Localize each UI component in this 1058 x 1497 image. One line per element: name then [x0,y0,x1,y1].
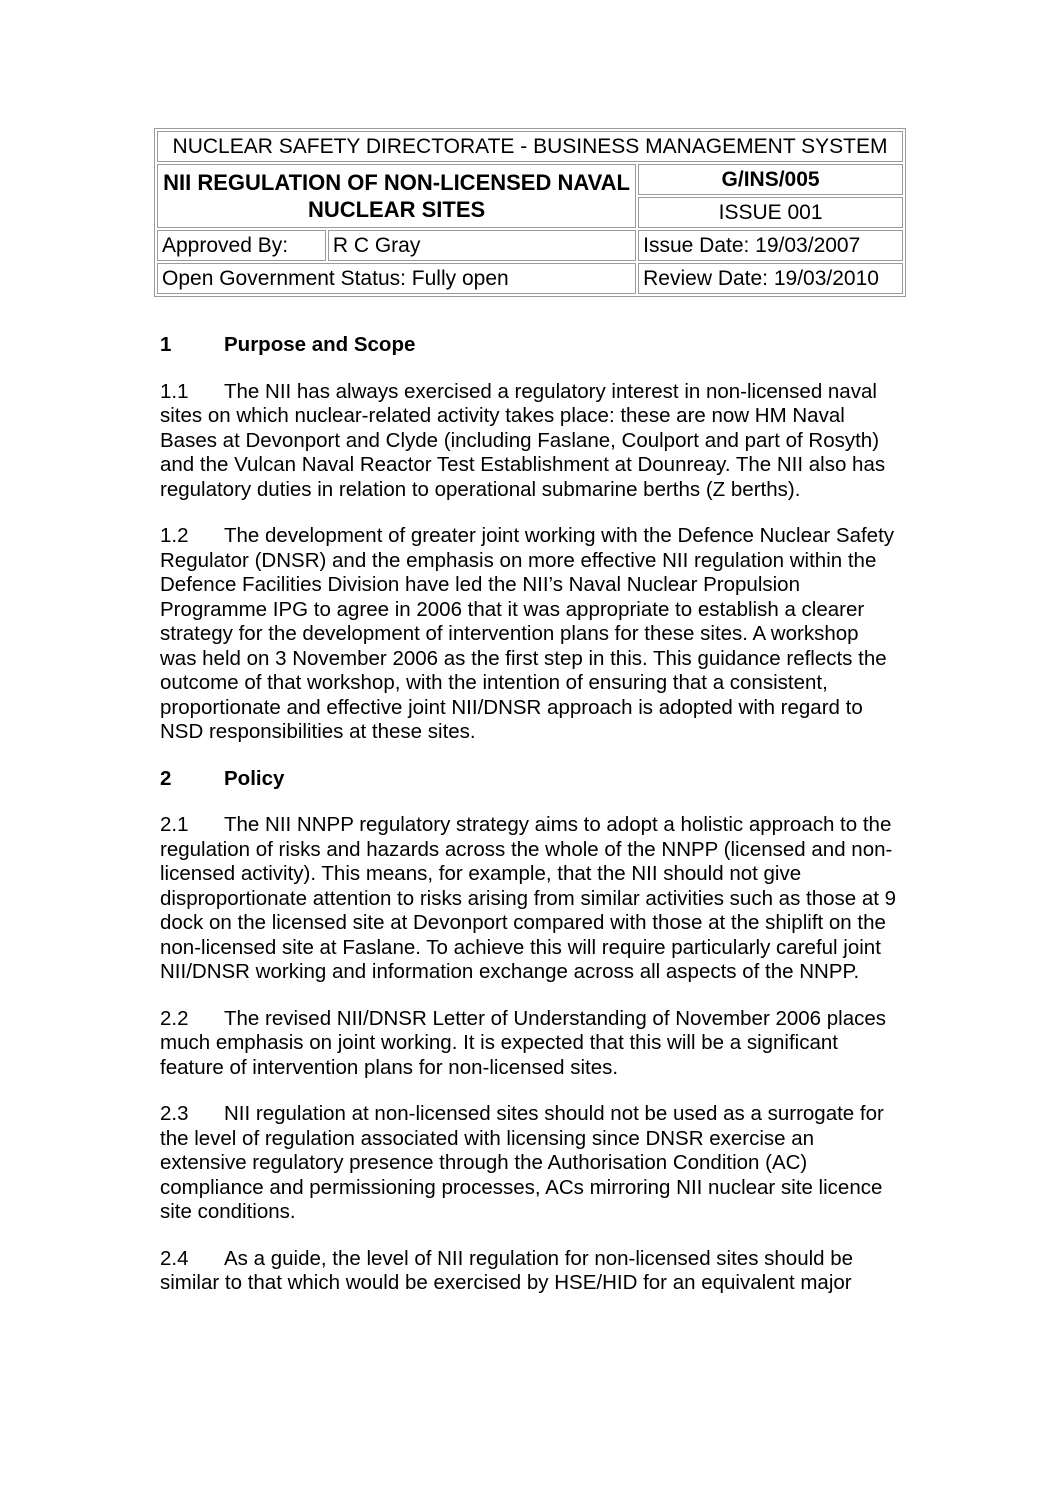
paragraph-2-3 [160,1102,900,1225]
paragraph-number: 2.2 [160,1006,189,1030]
document-reference: G/INS/005 [638,164,903,195]
issue-number: ISSUE 001 [638,197,903,228]
document-title: NII REGULATION OF NON-LICENSED NAVAL NUCLEAR SITES [157,164,636,228]
section-number: 2 [160,766,172,790]
paragraph-text: The NII NNPP regulatory strategy aims to adopt a holistic approach to the regulation of risks and hazards across the whole of the NNPP (licensed and non-licensed activity). This means, for example, that the NII should not give disproportionate attention to risks arising from similar activities such as those at 9 dock on the licensed site at Devonport compared with those at the shiplift on the non-licensed site at Faslane. To achieve this will require particularly careful joint NII/DNSR working and information exchange across all aspects of the NNPP. [160,813,897,983]
paragraph-1-2 [160,524,900,745]
approved-by-value: R C Gray [328,230,636,261]
paragraph-2-4 [160,1247,900,1296]
paragraph-text: The NII has always exercised a regulatory interest in non-licensed naval sites on which nuclear-related activity takes place: these are now HM Naval Bases at Devonport and Clyde (including Faslane, Coulport and part of Rosyth) and the Vulcan Naval Reactor Test Establishment at Dounreay. The NII also has regulatory duties in relation to operational submarine berths (Z berths). [160,379,886,501]
document-body [160,333,900,1318]
paragraph-text: The revised NII/DNSR Letter of Understanding of November 2006 places much emphasis on joint working. It is expected that this will be a significant feature of intervention plans for non-licensed sites. [160,1006,887,1079]
paragraph-number: 1.2 [160,524,189,547]
section-title: Policy [224,766,285,790]
paragraph-text: As a guide, the level of NII regulation for non-licensed sites should be similar to that which would be exercised by HSE/HID for an equivalent major [160,1246,854,1294]
paragraph-number: 2.1 [160,813,189,836]
paragraph-2-1 [160,813,900,985]
section-heading-1 [160,333,900,358]
paragraph-number: 1.1 [160,379,189,403]
paragraph-1-1 [160,380,900,503]
paragraph-2-2 [160,1007,900,1081]
review-date: Review Date: 19/03/2010 [638,263,903,294]
section-heading-2 [160,767,900,792]
paragraph-number: 2.4 [160,1246,189,1270]
open-government-status: Open Government Status: Fully open [157,263,636,294]
issue-date: Issue Date: 19/03/2007 [638,230,903,261]
document-header-table [154,128,906,297]
approved-by-label: Approved By: [157,230,326,261]
paragraph-text: The development of greater joint working with the Defence Nuclear Safety Regulator (DNSR) and the emphasis on more effective NII regulation within the Defence Facilities Division have led the NII’s Naval Nuclear Propulsion Programme IPG to agree in 2006 that it was appropriate to establish a clearer strategy for the development of intervention plans for these sites. A workshop was held on 3 November 2006 as the first step in this. This guidance reflects the outcome of that workshop, with the intention of ensuring that a consistent, proportionate and effective joint NII/DNSR approach is adopted with regard to NSD responsibilities at these sites. [160,524,895,743]
section-title: Purpose and Scope [224,333,416,356]
system-title: NUCLEAR SAFETY DIRECTORATE - BUSINESS MANAGEMENT SYSTEM [157,131,903,162]
paragraph-number: 2.3 [160,1102,189,1125]
paragraph-text: NII regulation at non-licensed sites should not be used as a surrogate for the level of regulation associated with licensing since DNSR exercise an extensive regulatory presence through the Authorisation Condition (AC) compliance and permissioning processes, ACs mirroring NII nuclear site licence site conditions. [160,1102,884,1223]
section-number: 1 [160,333,172,356]
